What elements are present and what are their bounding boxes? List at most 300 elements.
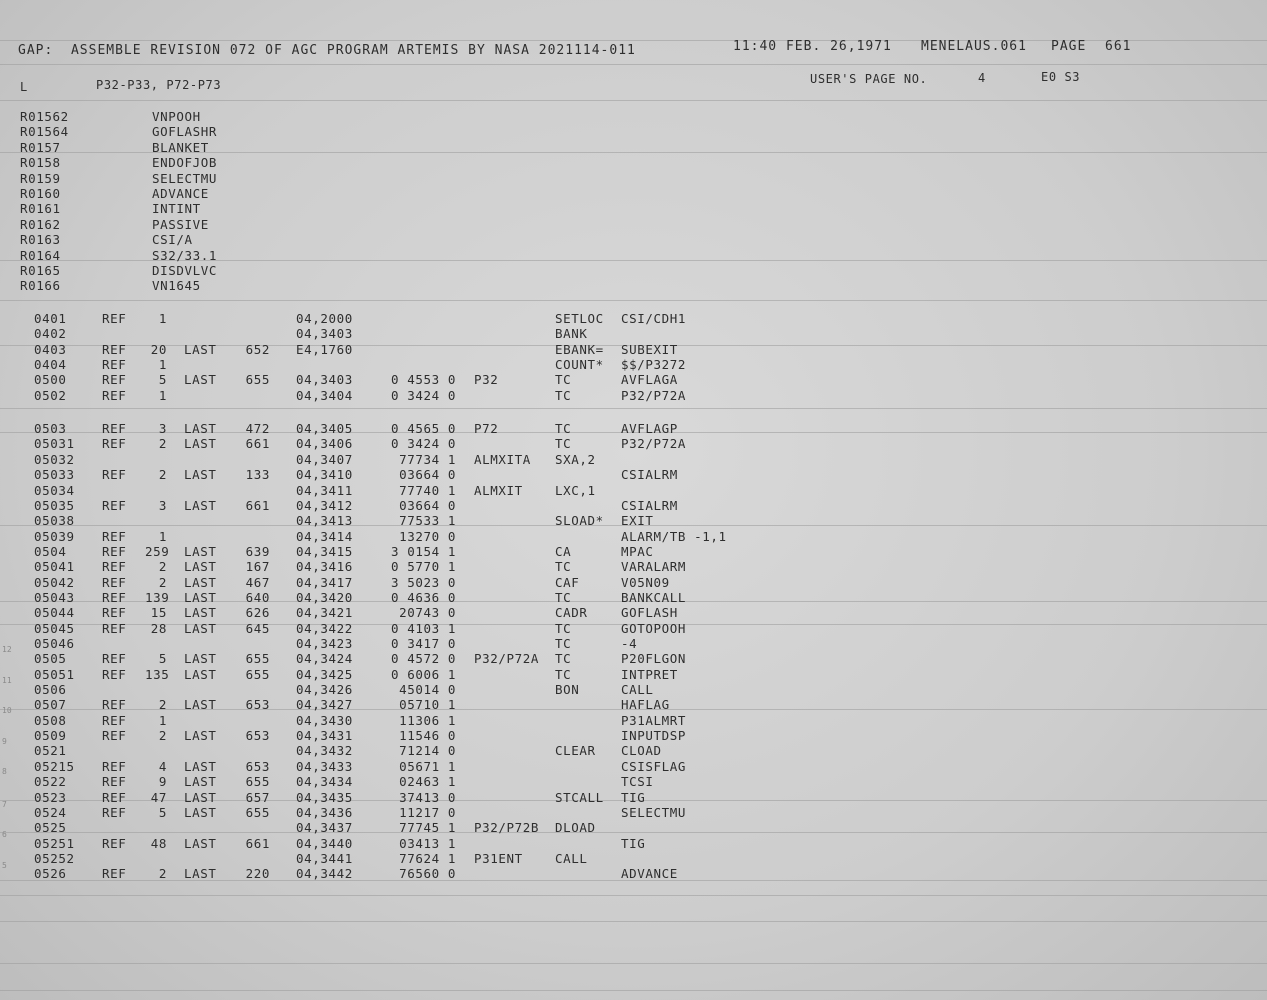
operand: SELECTMU <box>621 804 687 820</box>
operand: CLOAD <box>621 743 662 759</box>
ref-count: 2 <box>158 697 167 713</box>
address: 04,3407 <box>296 451 353 467</box>
operand: TIG <box>621 835 646 851</box>
address: 04,3416 <box>296 559 353 575</box>
listing-timestamp: 11:40 FEB. 26,1971 <box>733 39 892 54</box>
last-page: 652 <box>245 341 270 357</box>
address: 04,3415 <box>296 543 353 559</box>
symbol-row <box>0 172 1267 187</box>
ref-count: 5 <box>158 372 167 388</box>
symbol-row <box>0 233 1267 248</box>
listing-row <box>0 806 1267 821</box>
symbol-name: GOFLASHR <box>152 124 218 140</box>
line-id: 0509 <box>34 728 67 744</box>
opcode: LXC,1 <box>555 482 596 498</box>
line-id: 0505 <box>34 651 67 667</box>
opcode: SLOAD* <box>555 513 604 529</box>
opcode: BON <box>555 682 580 698</box>
operand: AVFLAGA <box>621 372 678 388</box>
ref-count: 1 <box>158 311 167 326</box>
last-page: 655 <box>245 666 270 682</box>
ref-count: 259 <box>145 543 170 559</box>
ref-marker: REF <box>102 774 127 790</box>
last-marker: LAST <box>184 436 217 452</box>
last-marker: LAST <box>184 666 217 682</box>
opcode: TC <box>555 387 572 403</box>
operand: EXIT <box>621 513 654 529</box>
symbol-id: R0161 <box>20 201 61 217</box>
object-code: 77745 1 <box>399 820 456 836</box>
line-id: 05252 <box>34 850 75 866</box>
operand: INTPRET <box>621 666 678 682</box>
object-code: 0 4572 0 <box>390 651 456 667</box>
last-page: 655 <box>245 804 270 820</box>
ref-marker: REF <box>102 467 127 483</box>
line-id: 0504 <box>34 543 67 559</box>
line-id: 05051 <box>34 666 75 682</box>
ref-count: 20 <box>150 341 167 357</box>
operand: P31ALMRT <box>621 712 687 728</box>
ref-marker: REF <box>102 651 127 667</box>
ref-count: 1 <box>158 712 167 728</box>
listing-row <box>0 714 1267 729</box>
line-id: 05038 <box>34 513 75 529</box>
ref-count: 15 <box>150 605 167 621</box>
last-marker: LAST <box>184 605 217 621</box>
ref-marker: REF <box>102 387 127 403</box>
ref-count: 1 <box>158 387 167 403</box>
operand: CSIALRM <box>621 467 678 483</box>
opcode: CALL <box>555 850 588 866</box>
opcode: CA <box>555 543 572 559</box>
ref-marker: REF <box>102 712 127 728</box>
last-page: 639 <box>245 543 270 559</box>
last-page: 655 <box>245 774 270 790</box>
opcode: TC <box>555 589 572 605</box>
ref-count: 2 <box>158 866 167 882</box>
object-code: 0 3424 0 <box>390 387 456 403</box>
address: 04,3436 <box>296 804 353 820</box>
opcode: TC <box>555 559 572 575</box>
symbol-row <box>0 279 1267 294</box>
ref-marker: REF <box>102 666 127 682</box>
line-id: 05039 <box>34 528 75 544</box>
line-id: 0522 <box>34 774 67 790</box>
listing-row <box>0 514 1267 529</box>
symbol-row <box>0 141 1267 156</box>
listing-row <box>0 373 1267 388</box>
listing-row <box>0 591 1267 606</box>
address: 04,3417 <box>296 574 353 590</box>
symbol-id: R0159 <box>20 170 61 186</box>
symbol-row <box>0 218 1267 233</box>
opcode: TC <box>555 372 572 388</box>
opcode: TC <box>555 636 572 651</box>
ref-count: 47 <box>150 789 167 805</box>
listing-row <box>0 389 1267 404</box>
ref-count: 2 <box>158 574 167 590</box>
opcode: TC <box>555 436 572 452</box>
opcode: CAF <box>555 574 580 590</box>
ref-marker: REF <box>102 559 127 575</box>
ref-count: 2 <box>158 436 167 452</box>
address: 04,3431 <box>296 728 353 744</box>
address: 04,3434 <box>296 774 353 790</box>
object-code: 0 4553 0 <box>390 372 456 388</box>
operand: $$/P3272 <box>621 357 687 373</box>
ref-count: 139 <box>145 589 170 605</box>
last-marker: LAST <box>184 651 217 667</box>
last-page: 655 <box>245 651 270 667</box>
listing-row <box>0 437 1267 452</box>
ref-count: 3 <box>158 421 167 437</box>
line-id: 0524 <box>34 804 67 820</box>
line-id: 0521 <box>34 743 67 759</box>
symbol-id: R0164 <box>20 247 61 263</box>
opcode: DLOAD <box>555 820 596 836</box>
listing-row <box>0 852 1267 867</box>
opcode: CLEAR <box>555 743 596 759</box>
listing-row <box>0 637 1267 652</box>
ref-marker: REF <box>102 758 127 774</box>
symbol-id: R0158 <box>20 155 61 171</box>
symbol-id: R01564 <box>20 124 69 140</box>
object-code: 45014 0 <box>399 682 456 698</box>
operand: GOFLASH <box>621 605 678 621</box>
object-code: 05710 1 <box>399 697 456 713</box>
object-code: 3 5023 0 <box>390 574 456 590</box>
line-id: 0526 <box>34 866 67 882</box>
object-code: 05671 1 <box>399 758 456 774</box>
symbol-name: S32/33.1 <box>152 247 218 263</box>
symbol-name: BLANKET <box>152 139 209 155</box>
operand: TIG <box>621 789 646 805</box>
listing-row <box>0 698 1267 713</box>
opcode: SXA,2 <box>555 451 596 467</box>
object-code: 3 0154 1 <box>390 543 456 559</box>
ref-count: 1 <box>158 357 167 373</box>
address: 04,3427 <box>296 697 353 713</box>
address: 04,3412 <box>296 497 353 513</box>
line-id: 0401 <box>34 311 67 326</box>
last-page: 653 <box>245 728 270 744</box>
address: 04,3426 <box>296 682 353 698</box>
last-page: 133 <box>245 467 270 483</box>
symbol-name: ADVANCE <box>152 186 209 201</box>
last-page: 661 <box>245 835 270 851</box>
ref-marker: REF <box>102 728 127 744</box>
label: ALMXIT <box>474 482 523 498</box>
opcode: BANK <box>555 326 588 342</box>
ref-count: 135 <box>145 666 170 682</box>
object-code: 71214 0 <box>399 743 456 759</box>
line-id: 05041 <box>34 559 75 575</box>
object-code: 11217 0 <box>399 804 456 820</box>
opcode: TC <box>555 651 572 667</box>
ref-marker: REF <box>102 357 127 373</box>
object-code: 77734 1 <box>399 451 456 467</box>
last-page: 626 <box>245 605 270 621</box>
symbol-id: R0160 <box>20 186 61 201</box>
object-code: 0 4565 0 <box>390 421 456 437</box>
label: P32 <box>474 372 499 388</box>
last-marker: LAST <box>184 804 217 820</box>
symbol-row <box>0 110 1267 125</box>
listing-row <box>0 484 1267 499</box>
last-marker: LAST <box>184 758 217 774</box>
last-marker: LAST <box>184 467 217 483</box>
ref-marker: REF <box>102 436 127 452</box>
ref-count: 5 <box>158 651 167 667</box>
listing-row <box>0 622 1267 637</box>
listing-row <box>0 343 1267 358</box>
symbol-name: SELECTMU <box>152 170 218 186</box>
operand: HAFLAG <box>621 697 670 713</box>
operand: BANKCALL <box>621 589 687 605</box>
opcode: CADR <box>555 605 588 621</box>
ref-count: 2 <box>158 728 167 744</box>
ref-marker: REF <box>102 605 127 621</box>
line-id: 05035 <box>34 497 75 513</box>
ref-marker: REF <box>102 697 127 713</box>
address: 04,3404 <box>296 387 353 403</box>
object-code: 03413 1 <box>399 835 456 851</box>
last-page: 472 <box>245 421 270 437</box>
last-marker: LAST <box>184 589 217 605</box>
listing-row <box>0 652 1267 667</box>
object-code: 13270 0 <box>399 528 456 544</box>
listing-page: GAP: ASSEMBLE REVISION 072 OF AGC PROGRAM ARTEMIS BY NASA 2021114-011 11:40 FEB. 26,1971 MENELAUS.061 PAGE 661 L P32-P33, P72-P73 USER'S PAGE NO. 4 E0 S3 R01562 VNPOOH R01564 GOFLASHR R0157 BLANKET R0158 ENDOFJOB R0159 SELECTMU R0160 ADVANCE R0161 INTINT R0162 PASSIVE R0163 CSI/A R0164 S32/33.1 R0165 DISDVLVC R0166 VN1645 0401 REF 1 04,2000 SETLOC CSI/CDH1 0402 04,3403 BANK 0403 REF 20 LAST 652 E4,1760 EBANK= SUBEXIT 0404 REF 1 COUNT* $$/P3272 0500 REF 5 LAST 655 04,3403 0 4553 0 P32 TC AVFLAGA 0502 REF 1 04,3404 0 3424 0 TC P32/P72A 0503 REF 3 LAST 472 04,3405 0 4565 0 P72 TC AVFLAGP 05031 REF 2 LAST 661 04,3406 0 3424 0 TC P32/P72A 05032 04,3407 77734 1 ALMXITA SXA,2 05033 REF 2 LAST 133 04,3410 03664 0 CSIALRM 05034 04,3411 77740 1 ALMXIT LXC,1 05035 REF 3 LAST 661 04,3412 03664 0 CSIALRM 05038 04,3413 77533 1 SLOAD* EXIT 05039 REF 1 04,3414 13270 0 ALARM/TB -1,1 0504 REF 259 LAST 639 04,3415 3 0154 1 CA MPAC 05041 REF 2 LAST 167 04,3416 0 5770 1 TC VARALARM 05042 REF 2 LAST 467 04,3417 3 5023 0 CAF V05N09 05043 REF 139 LAST 640 04,3420 0 4636 0 TC BANKCALL 05044 REF 15 LAST 626 04,3421 20743 0 CADR GOFLASH 05045 REF 28 LAST 645 04,3422 0 4103 1 TC GOTOPOOH 05046 04,3423 0 3417 0 TC -4 0505 REF 5 LAST 655 04,3424 0 4572 0 P32/P72A TC P20FLGON 05051 REF 135 LAST 655 04,3425 0 6006 1 TC INTPRET 0506 04,3426 45014 0 BON CALL 0507 REF 2 LAST 653 04,3427 05710 1 HAFLAG 0508 REF 1 04,3430 11306 1 P31ALMRT 0509 REF 2 LAST 653 04,3431 11546 0 INPUTDSP 0521 04,3432 71214 0 CLEAR CLOAD 05215 REF 4 LAST 653 04,3433 05671 1 CSISFLAG 0522 REF 9 LAST 655 04,3434 02463 1 TCSI 0523 REF 47 LAST 657 04,3435 37413 0 STCALL TIG 0524 REF 5 LAST 655 04,3436 11217 0 SELECTMU 0525 04,3437 77745 1 P32/P72B DLOAD 05251 REF 48 LAST 661 04,3440 03413 1 TIG 05252 04,3441 77624 1 P31ENT CALL 0526 REF 2 LAST 220 04,3442 76560 0 ADVANCE 12 11 10 9 8 7 6 5 <box>0 0 1267 1000</box>
last-marker: LAST <box>184 728 217 744</box>
ref-marker: REF <box>102 372 127 388</box>
last-page: 653 <box>245 697 270 713</box>
last-page: 653 <box>245 758 270 774</box>
ref-count: 48 <box>150 835 167 851</box>
symbol-row <box>0 187 1267 202</box>
address: 04,3440 <box>296 835 353 851</box>
label: P32/P72B <box>474 820 540 836</box>
ref-marker: REF <box>102 804 127 820</box>
address: 04,3411 <box>296 482 353 498</box>
ref-count: 9 <box>158 774 167 790</box>
object-code: 77740 1 <box>399 482 456 498</box>
operand: ALARM/TB -1,1 <box>621 528 727 544</box>
last-page: 220 <box>245 866 270 882</box>
operand: CSIALRM <box>621 497 678 513</box>
left-mark: L <box>20 80 28 94</box>
last-marker: LAST <box>184 574 217 590</box>
listing-row <box>0 327 1267 342</box>
address: 04,3435 <box>296 789 353 805</box>
object-code: 0 4636 0 <box>390 589 456 605</box>
line-id: 0507 <box>34 697 67 713</box>
listing-row <box>0 560 1267 575</box>
ref-count: 2 <box>158 559 167 575</box>
address: 04,3430 <box>296 712 353 728</box>
last-page: 167 <box>245 559 270 575</box>
operand: GOTOPOOH <box>621 620 687 636</box>
object-code: 0 4103 1 <box>390 620 456 636</box>
page-label: PAGE <box>1051 39 1087 54</box>
opcode: EBANK= <box>555 341 604 357</box>
line-id: 05033 <box>34 467 75 483</box>
users-page-number: 4 <box>978 71 986 85</box>
operand: CALL <box>621 682 654 698</box>
listing-row <box>0 775 1267 790</box>
listing-row <box>0 668 1267 683</box>
listing-row <box>0 837 1267 852</box>
listing-row <box>0 468 1267 483</box>
line-id: 05046 <box>34 636 75 651</box>
line-id: 05034 <box>34 482 75 498</box>
listing-row <box>0 545 1267 560</box>
label: P32/P72A <box>474 651 540 667</box>
object-code: 11306 1 <box>399 712 456 728</box>
listing-row <box>0 453 1267 468</box>
last-page: 657 <box>245 789 270 805</box>
symbol-name: ENDOFJOB <box>152 155 218 171</box>
last-page: 661 <box>245 497 270 513</box>
listing-row <box>0 422 1267 437</box>
opcode: TC <box>555 421 572 437</box>
operand: ADVANCE <box>621 866 678 882</box>
last-marker: LAST <box>184 620 217 636</box>
listing-row <box>0 729 1267 744</box>
line-id: 05045 <box>34 620 75 636</box>
address: 04,2000 <box>296 311 353 326</box>
object-code: 0 6006 1 <box>390 666 456 682</box>
address: 04,3437 <box>296 820 353 836</box>
label: P31ENT <box>474 850 523 866</box>
opcode: STCALL <box>555 789 604 805</box>
ref-count: 4 <box>158 758 167 774</box>
last-marker: LAST <box>184 543 217 559</box>
section-code: E0 S3 <box>1041 70 1081 84</box>
line-id: 0502 <box>34 387 67 403</box>
operand: INPUTDSP <box>621 728 687 744</box>
object-code: 0 3417 0 <box>390 636 456 651</box>
ref-marker: REF <box>102 421 127 437</box>
address: 04,3405 <box>296 421 353 437</box>
job-name: MENELAUS.061 <box>921 39 1027 54</box>
ref-marker: REF <box>102 835 127 851</box>
line-id: 0523 <box>34 789 67 805</box>
line-id: 0525 <box>34 820 67 836</box>
address: 04,3406 <box>296 436 353 452</box>
symbol-row <box>0 202 1267 217</box>
address: 04,3403 <box>296 326 353 342</box>
ref-marker: REF <box>102 497 127 513</box>
last-marker: LAST <box>184 559 217 575</box>
symbol-id: R0163 <box>20 232 61 248</box>
symbol-row <box>0 264 1267 279</box>
address: 04,3420 <box>296 589 353 605</box>
listing-row <box>0 683 1267 698</box>
object-code: 37413 0 <box>399 789 456 805</box>
listing-row <box>0 499 1267 514</box>
operand: AVFLAGP <box>621 421 678 437</box>
address: E4,1760 <box>296 341 353 357</box>
address: 04,3424 <box>296 651 353 667</box>
operand: -4 <box>621 636 638 651</box>
section-title: P32-P33, P72-P73 <box>96 78 222 92</box>
ref-marker: REF <box>102 341 127 357</box>
address: 04,3422 <box>296 620 353 636</box>
last-page: 661 <box>245 436 270 452</box>
line-id: 0404 <box>34 357 67 373</box>
ref-marker: REF <box>102 789 127 805</box>
symbol-row <box>0 125 1267 140</box>
symbol-row <box>0 249 1267 264</box>
label: P72 <box>474 421 499 437</box>
operand: CSISFLAG <box>621 758 687 774</box>
listing-row <box>0 867 1267 882</box>
opcode: SETLOC <box>555 311 604 326</box>
last-marker: LAST <box>184 774 217 790</box>
operand: SUBEXIT <box>621 341 678 357</box>
address: 04,3421 <box>296 605 353 621</box>
line-id: 0402 <box>34 326 67 342</box>
listing-row <box>0 744 1267 759</box>
last-marker: LAST <box>184 866 217 882</box>
ref-marker: REF <box>102 574 127 590</box>
listing-title: GAP: ASSEMBLE REVISION 072 OF AGC PROGRAM ARTEMIS BY NASA 2021114-011 <box>18 43 636 58</box>
address: 04,3410 <box>296 467 353 483</box>
ref-marker: REF <box>102 620 127 636</box>
operand: CSI/CDH1 <box>621 311 687 326</box>
object-code: 20743 0 <box>399 605 456 621</box>
line-id: 05215 <box>34 758 75 774</box>
ref-marker: REF <box>102 543 127 559</box>
symbol-name: INTINT <box>152 201 201 217</box>
last-marker: LAST <box>184 341 217 357</box>
ref-count: 3 <box>158 497 167 513</box>
address: 04,3432 <box>296 743 353 759</box>
symbol-id: R0165 <box>20 263 61 278</box>
ref-marker: REF <box>102 866 127 882</box>
label: ALMXITA <box>474 451 531 467</box>
last-marker: LAST <box>184 372 217 388</box>
operand: V05N09 <box>621 574 670 590</box>
operand: P32/P72A <box>621 436 687 452</box>
object-code: 03664 0 <box>399 467 456 483</box>
ref-marker: REF <box>102 528 127 544</box>
line-id: 0503 <box>34 421 67 437</box>
operand: MPAC <box>621 543 654 559</box>
operand: P20FLGON <box>621 651 687 667</box>
ref-count: 2 <box>158 467 167 483</box>
line-id: 0403 <box>34 341 67 357</box>
address: 04,3414 <box>296 528 353 544</box>
address: 04,3442 <box>296 866 353 882</box>
line-id: 05044 <box>34 605 75 621</box>
line-id: 0508 <box>34 712 67 728</box>
users-page-label: USER'S PAGE NO. <box>810 72 928 86</box>
opcode: TC <box>555 620 572 636</box>
last-marker: LAST <box>184 835 217 851</box>
last-marker: LAST <box>184 789 217 805</box>
object-code: 02463 1 <box>399 774 456 790</box>
ref-count: 5 <box>158 804 167 820</box>
line-id: 05251 <box>34 835 75 851</box>
symbol-id: R0157 <box>20 139 61 155</box>
ref-marker: REF <box>102 311 127 326</box>
symbol-name: CSI/A <box>152 232 193 248</box>
symbol-id: R0166 <box>20 278 61 294</box>
object-code: 77624 1 <box>399 850 456 866</box>
operand: P32/P72A <box>621 387 687 403</box>
listing-row <box>0 358 1267 373</box>
